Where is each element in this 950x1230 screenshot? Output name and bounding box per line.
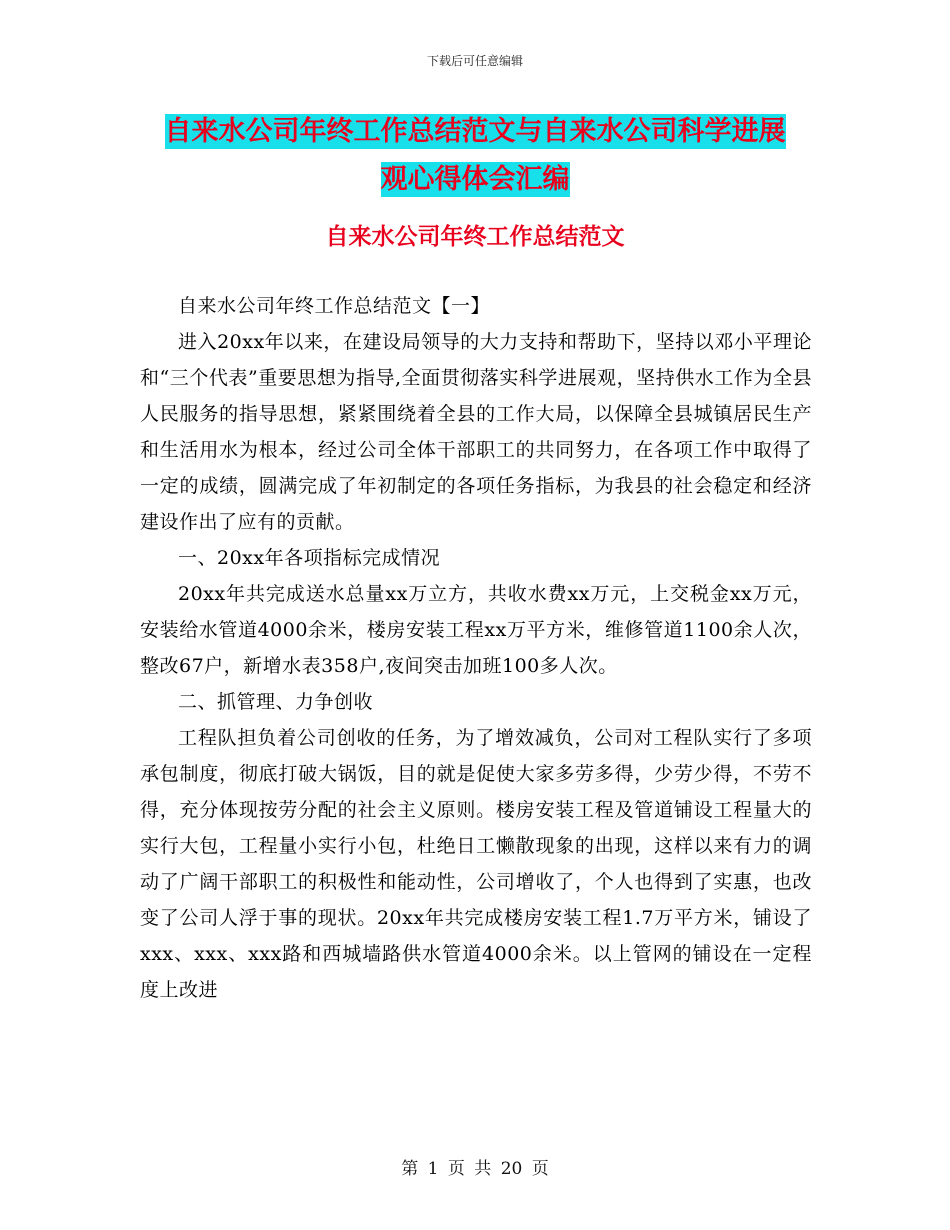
body-content	[140, 288, 812, 1008]
paragraph-intro: 进入20xx年以来，在建设局领导的大力支持和帮助下，坚持以邓小平理论和“三个代表”重要思想为指导,全面贯彻落实科学进展观，坚持供水工作为全县人民服务的指导思想，紧紧围绕着全县的工作大局，以保障全县城镇居民生产和生活用水为根本，经过公司全体干部职工的共同努力，在各项工作中取得了一定的成绩，圆满完成了年初制定的各项任务指标，为我县的社会稳定和经济建设作出了应有的贡献。	[140, 331, 812, 533]
page-number-footer: 第 1 页 共 20 页	[401, 1159, 549, 1179]
paragraph-management: 工程队担负着公司创收的任务，为了增效减负，公司对工程队实行了多项承包制度，彻底打破大锅饭，目的就是促使大家多劳多得，少劳少得，不劳不得，充分体现按劳分配的社会主义原则。楼房安装工程及管道铺设工程量大的实行大包，工程量小实行小包，杜绝日工懒散现象的出现，这样以来有力的调动了广阔干部职工的积极性和能动性，公司增收了，个人也得到了实惠，也改变了公司人浮于事的现状。20xx年共完成楼房安装工程1.7万平方米，铺设了xxx、xxx、xxx路和西城墙路供水管道4000余米。以上管网的铺设在一定程度上改进	[140, 727, 812, 1001]
paragraph-heading-1: 一、20xx年各项指标完成情况	[178, 547, 441, 569]
document-title-line-2: 观心得体会汇编	[380, 164, 570, 195]
section-title: 自来水公司年终工作总结范文	[325, 223, 625, 250]
paragraph-indicators: 20xx年共完成送水总量xx万立方，共收水费xx万元，上交税金xx万元，安装给水管道4000余米，楼房安装工程xx万平方米，维修管道1100余人次，整改67户，新增水表358户,夜间突击加班100多人次。	[140, 583, 812, 677]
header-note: 下载后可任意编辑	[426, 54, 523, 68]
document-title-line-1: 自来水公司年终工作总结范文与自来水公司科学进展	[164, 116, 786, 147]
paragraph-subtitle: 自来水公司年终工作总结范文【一】	[178, 295, 491, 317]
document-title	[140, 108, 810, 204]
paragraph-heading-2: 二、抓管理、力争创收	[178, 691, 374, 713]
